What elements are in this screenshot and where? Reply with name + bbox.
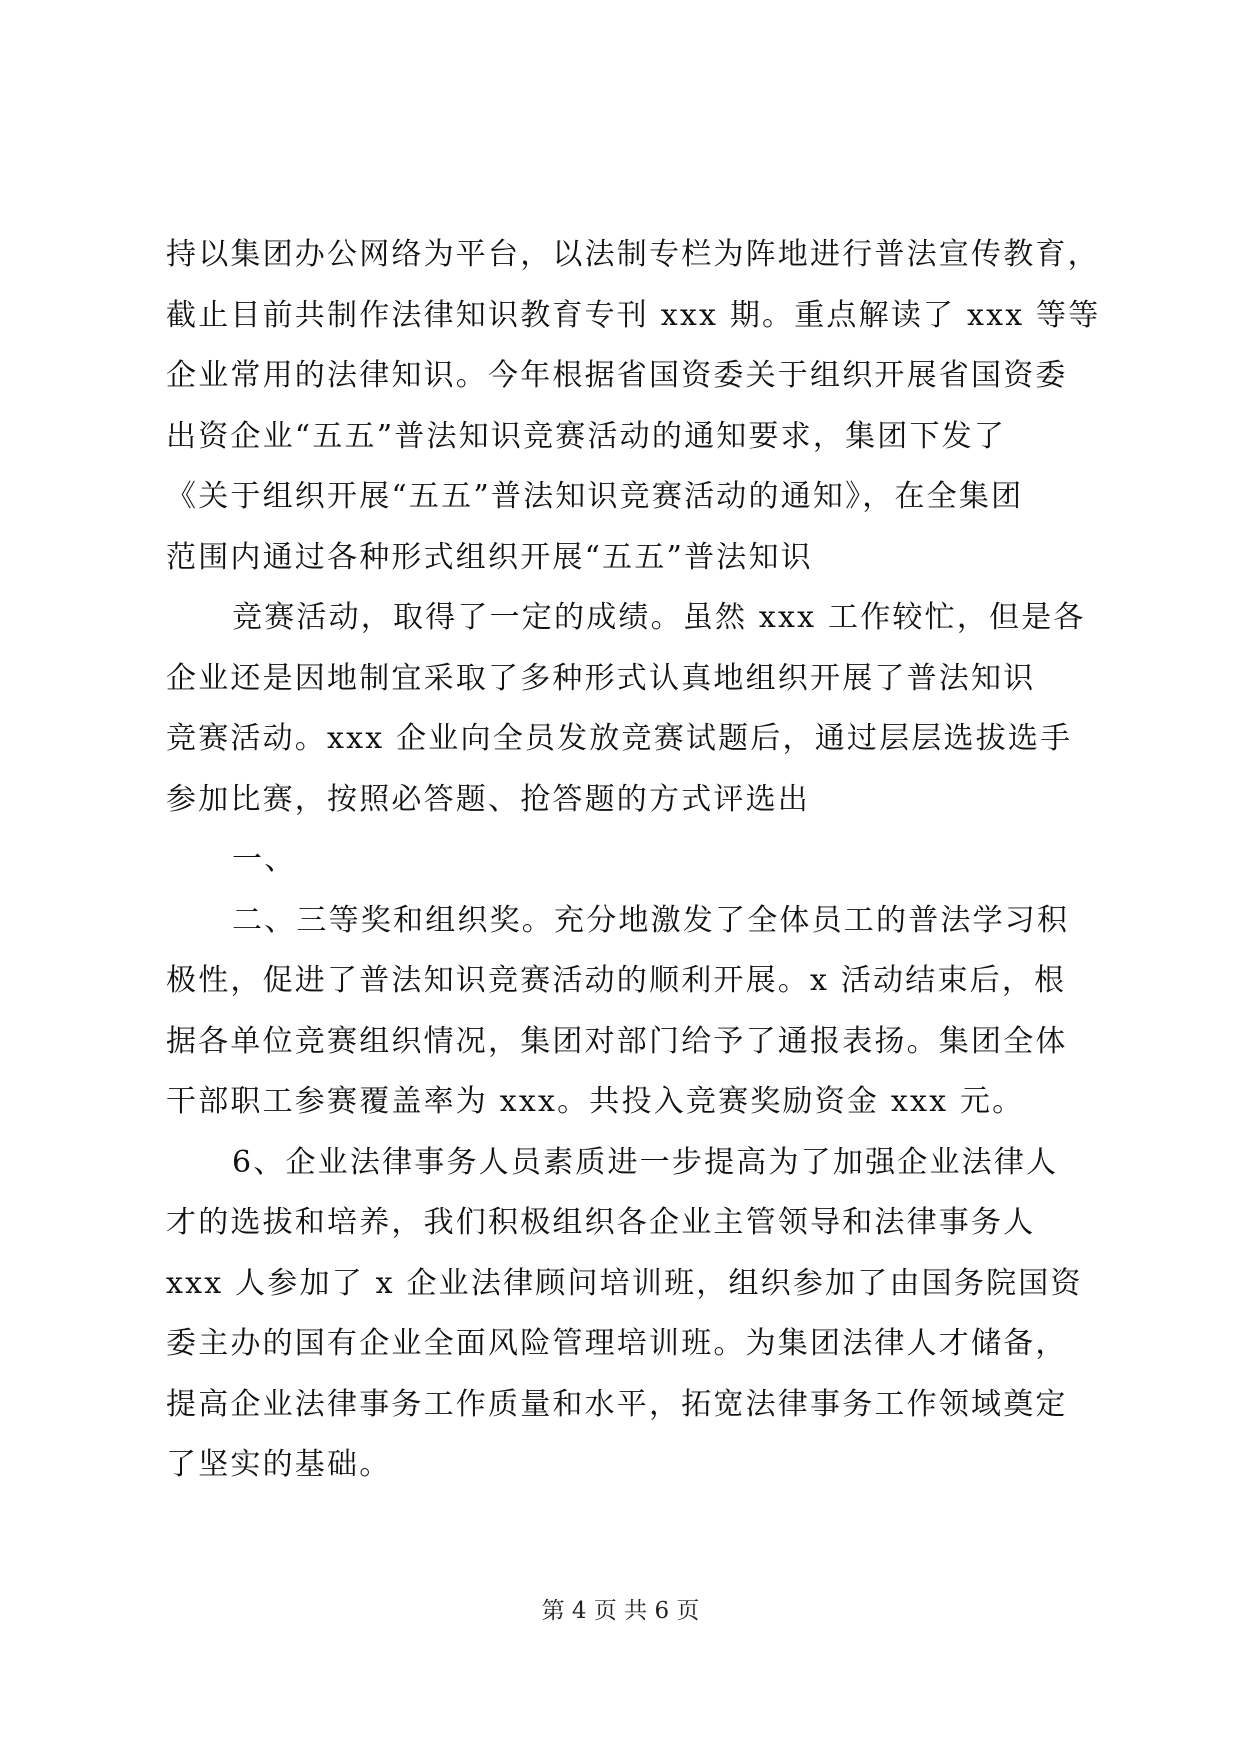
text-line: 参加比赛，按照必答题、抢答题的方式评选出 <box>166 781 810 817</box>
text-line: 企业常用的法律知识。今年根据省国资委关于组织开展省国资委 <box>166 358 1068 393</box>
text-line: 范围内通过各种形式组织开展“五五”普法知识 <box>166 539 813 575</box>
text-line: 竞赛活动，取得了一定的成绩。虽然 xxx 工作较忙，但是各 <box>232 600 1086 635</box>
text-line: 才的选拔和培养，我们积极组织各企业主管领导和法律事务人 <box>166 1205 1036 1240</box>
text-line: 持以集团办公网络为平台，以法制专栏为阵地进行普法宣传教育， <box>166 237 1100 272</box>
text-line: 极性，促进了普法知识竞赛活动的顺利开展。x 活动结束后，根 <box>166 963 1067 998</box>
body-text <box>166 225 1101 1496</box>
text-line: 了坚实的基础。 <box>166 1447 392 1482</box>
text-line: 出资企业“五五”普法知识竞赛活动的通知要求，集团下发了 <box>166 418 1007 454</box>
text-line: 截止目前共制作法律知识教育专刊 xxx 期。重点解读了 xxx 等等 <box>166 297 1101 333</box>
text-line: 据各单位竞赛组织情况，集团对部门给予了通报表扬。集团全体 <box>166 1023 1068 1059</box>
text-line: 一、 <box>232 842 297 877</box>
text-line: 《关于组织开展“五五”普法知识竞赛活动的通知》，在全集团 <box>166 479 1024 514</box>
text-line: xxx 人参加了 x 企业法律顾问培训班，组织参加了由国务院国资 <box>166 1265 1083 1301</box>
text-line: 提高企业法律事务工作质量和水平，拓宽法律事务工作领域奠定 <box>166 1386 1068 1422</box>
text-line: 竞赛活动。xxx 企业向全员发放竞赛试题后，通过层层选拔选手 <box>166 721 1073 756</box>
text-line: 企业还是因地制宜采取了多种形式认真地组织开展了普法知识 <box>166 660 1036 696</box>
page-footer: 第 4 页 共 6 页 <box>541 1598 700 1624</box>
text-line: 委主办的国有企业全面风险管理培训班。为集团法律人才储备， <box>166 1326 1068 1361</box>
text-line: 6、企业法律事务人员素质进一步提高为了加强企业法律人 <box>232 1144 1059 1180</box>
text-line: 干部职工参赛覆盖率为 xxx。共投入竞赛奖励资金 xxx 元。 <box>166 1084 1025 1119</box>
text-line: 二、三等奖和组织奖。充分地激发了全体员工的普法学习积 <box>232 902 1070 938</box>
